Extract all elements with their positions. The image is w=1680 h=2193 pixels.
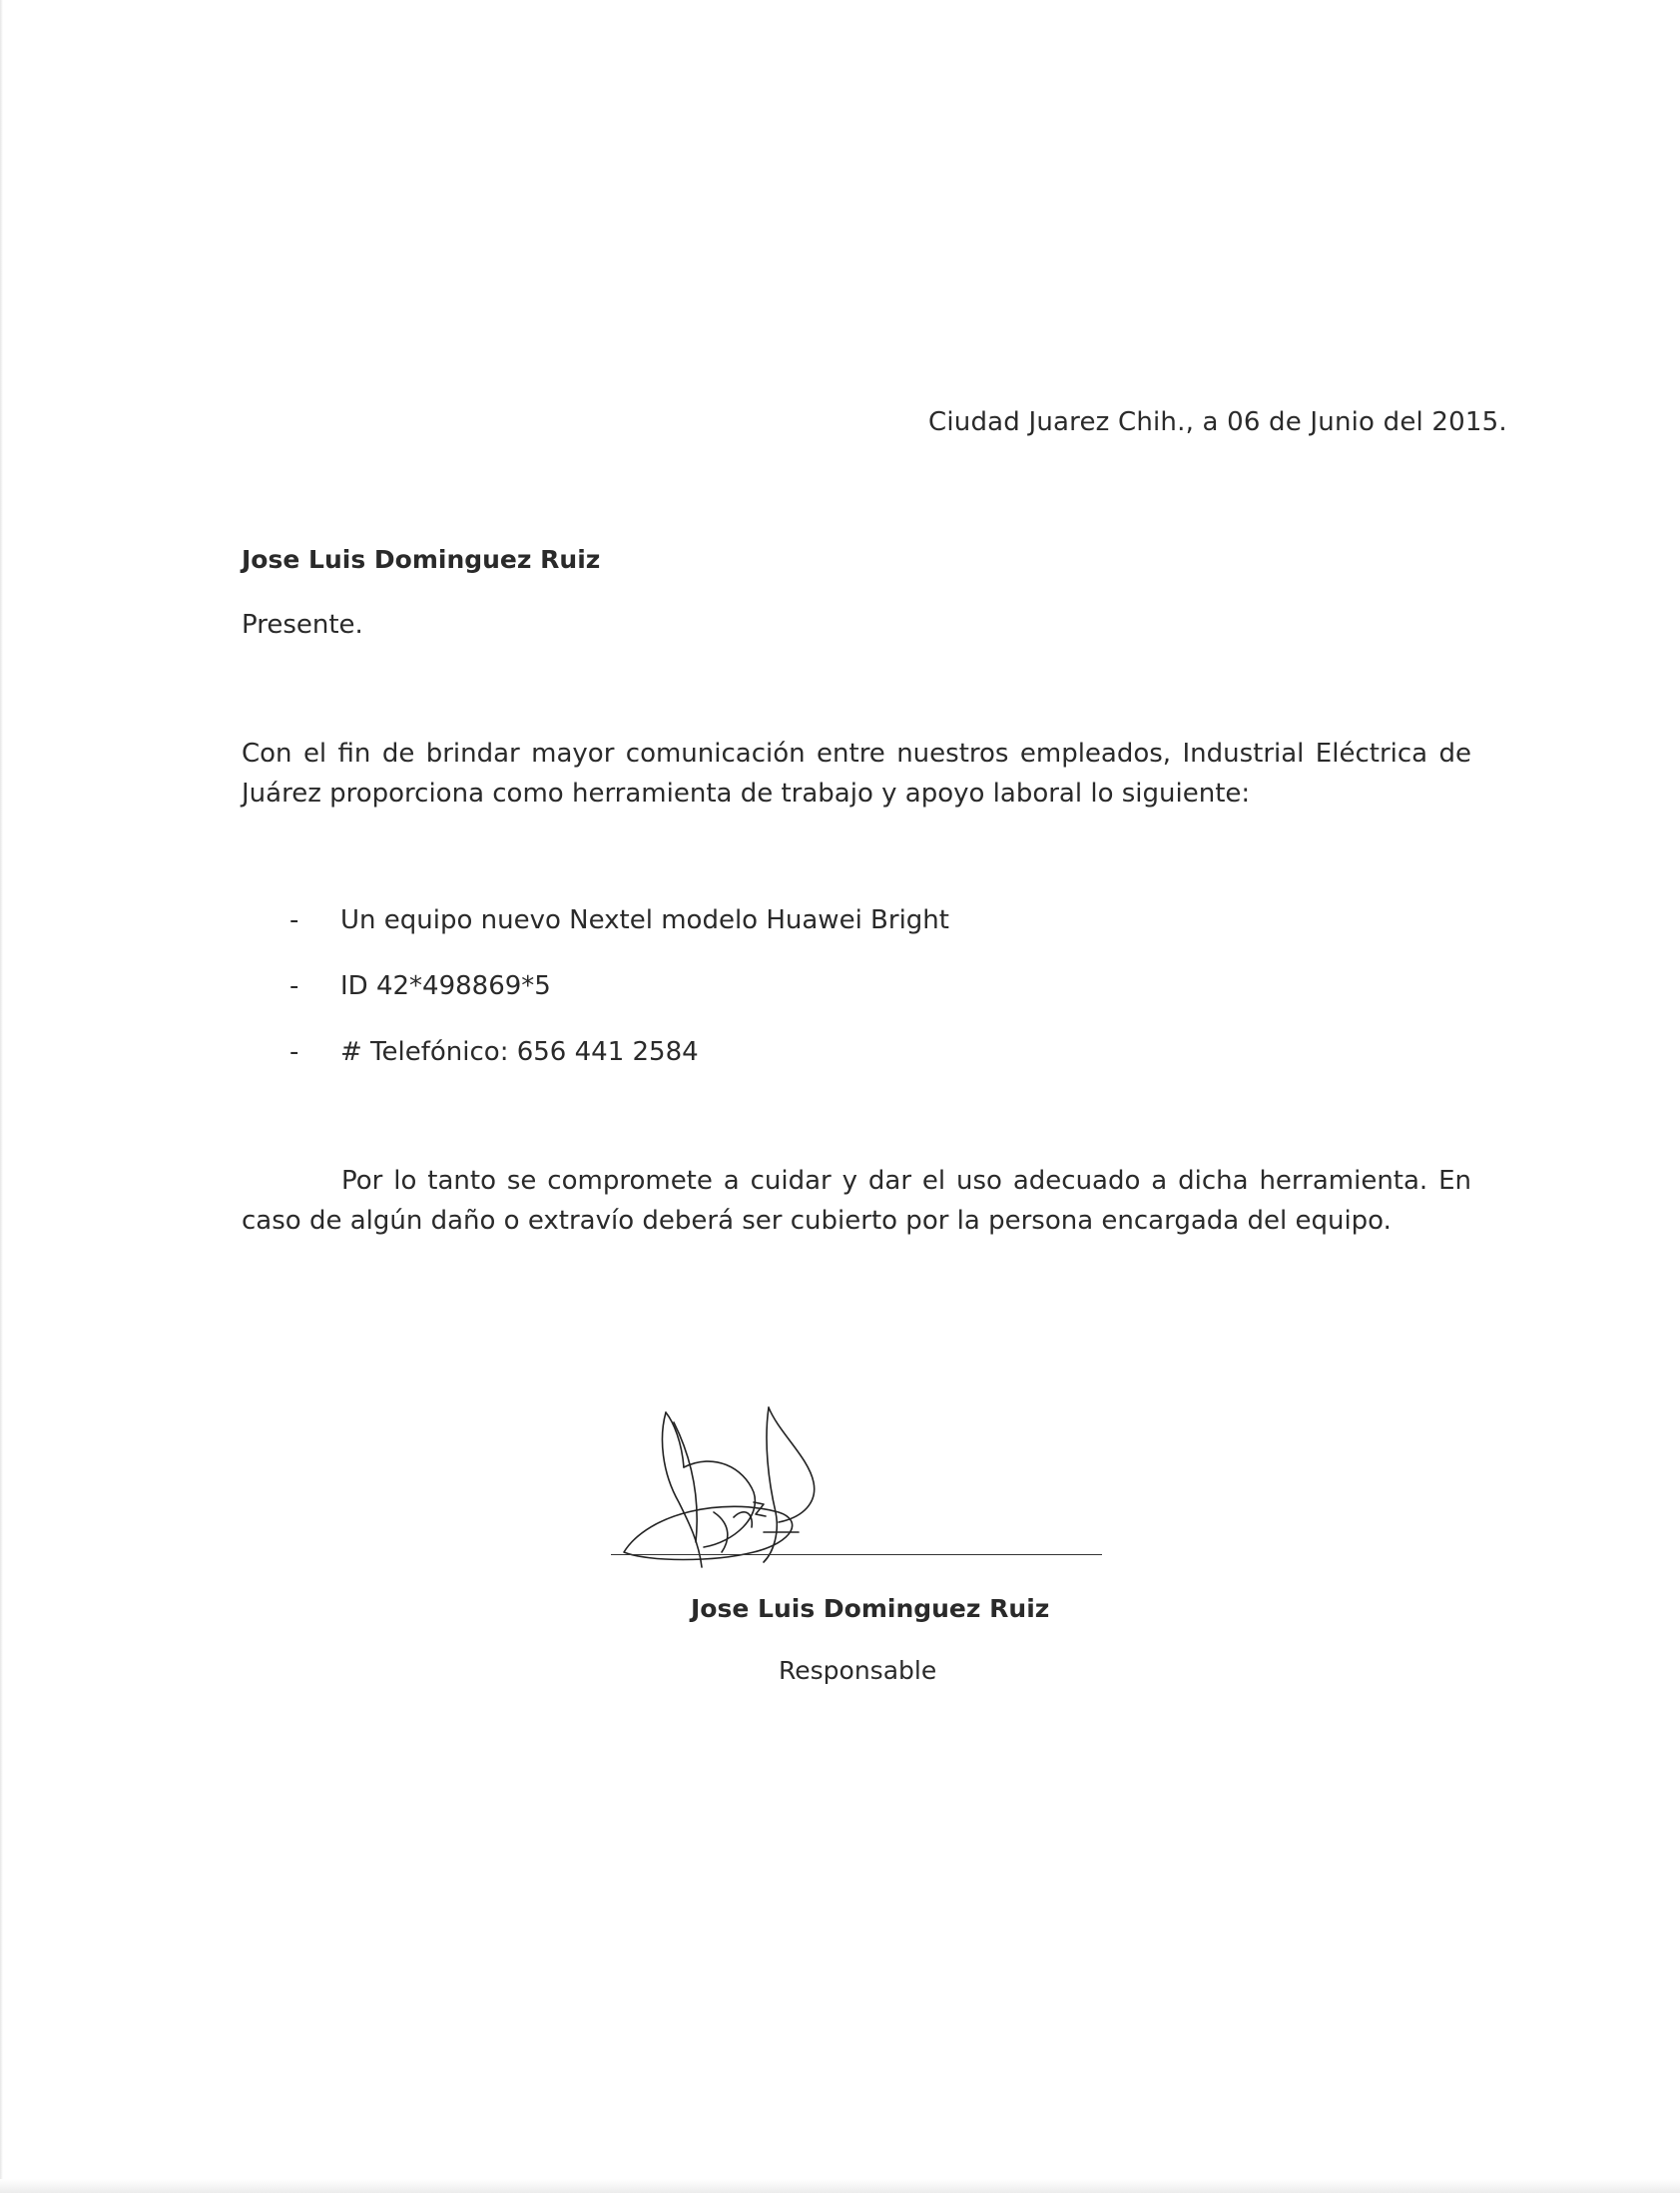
commitment-paragraph: Por lo tanto se compromete a cuidar y dar el uso adecuado a dicha herramienta. En caso de algún daño o extravío deberá ser cubierto por la persona encargada del equipo. bbox=[242, 1166, 1471, 1236]
equipment-id: ID 42*498869*5 bbox=[340, 971, 551, 1001]
scan-edge-bottom bbox=[0, 2179, 1680, 2193]
list-bullet: - bbox=[289, 971, 299, 1001]
phone-number: # Telefónico: 656 441 2584 bbox=[340, 1037, 699, 1067]
date-line: Ciudad Juarez Chih., a 06 de Junio del 2015. bbox=[928, 407, 1507, 437]
greeting: Presente. bbox=[242, 610, 363, 640]
signature-line bbox=[611, 1554, 1102, 1555]
signer-name: Jose Luis Dominguez Ruiz bbox=[691, 1594, 1050, 1623]
list-bullet: - bbox=[289, 905, 299, 935]
equipment-model: Un equipo nuevo Nextel modelo Huawei Bright bbox=[340, 905, 949, 935]
list-bullet: - bbox=[289, 1037, 299, 1067]
scan-edge-left bbox=[0, 0, 3, 2193]
intro-paragraph: Con el fin de brindar mayor comunicación entre nuestros empleados, Industrial Eléctrica de Juárez proporciona como herramienta de trabajo y apoyo laboral lo siguiente: bbox=[242, 739, 1471, 809]
recipient-name: Jose Luis Dominguez Ruiz bbox=[242, 545, 601, 574]
signer-role: Responsable bbox=[779, 1656, 937, 1685]
handwritten-signature bbox=[604, 1392, 863, 1592]
